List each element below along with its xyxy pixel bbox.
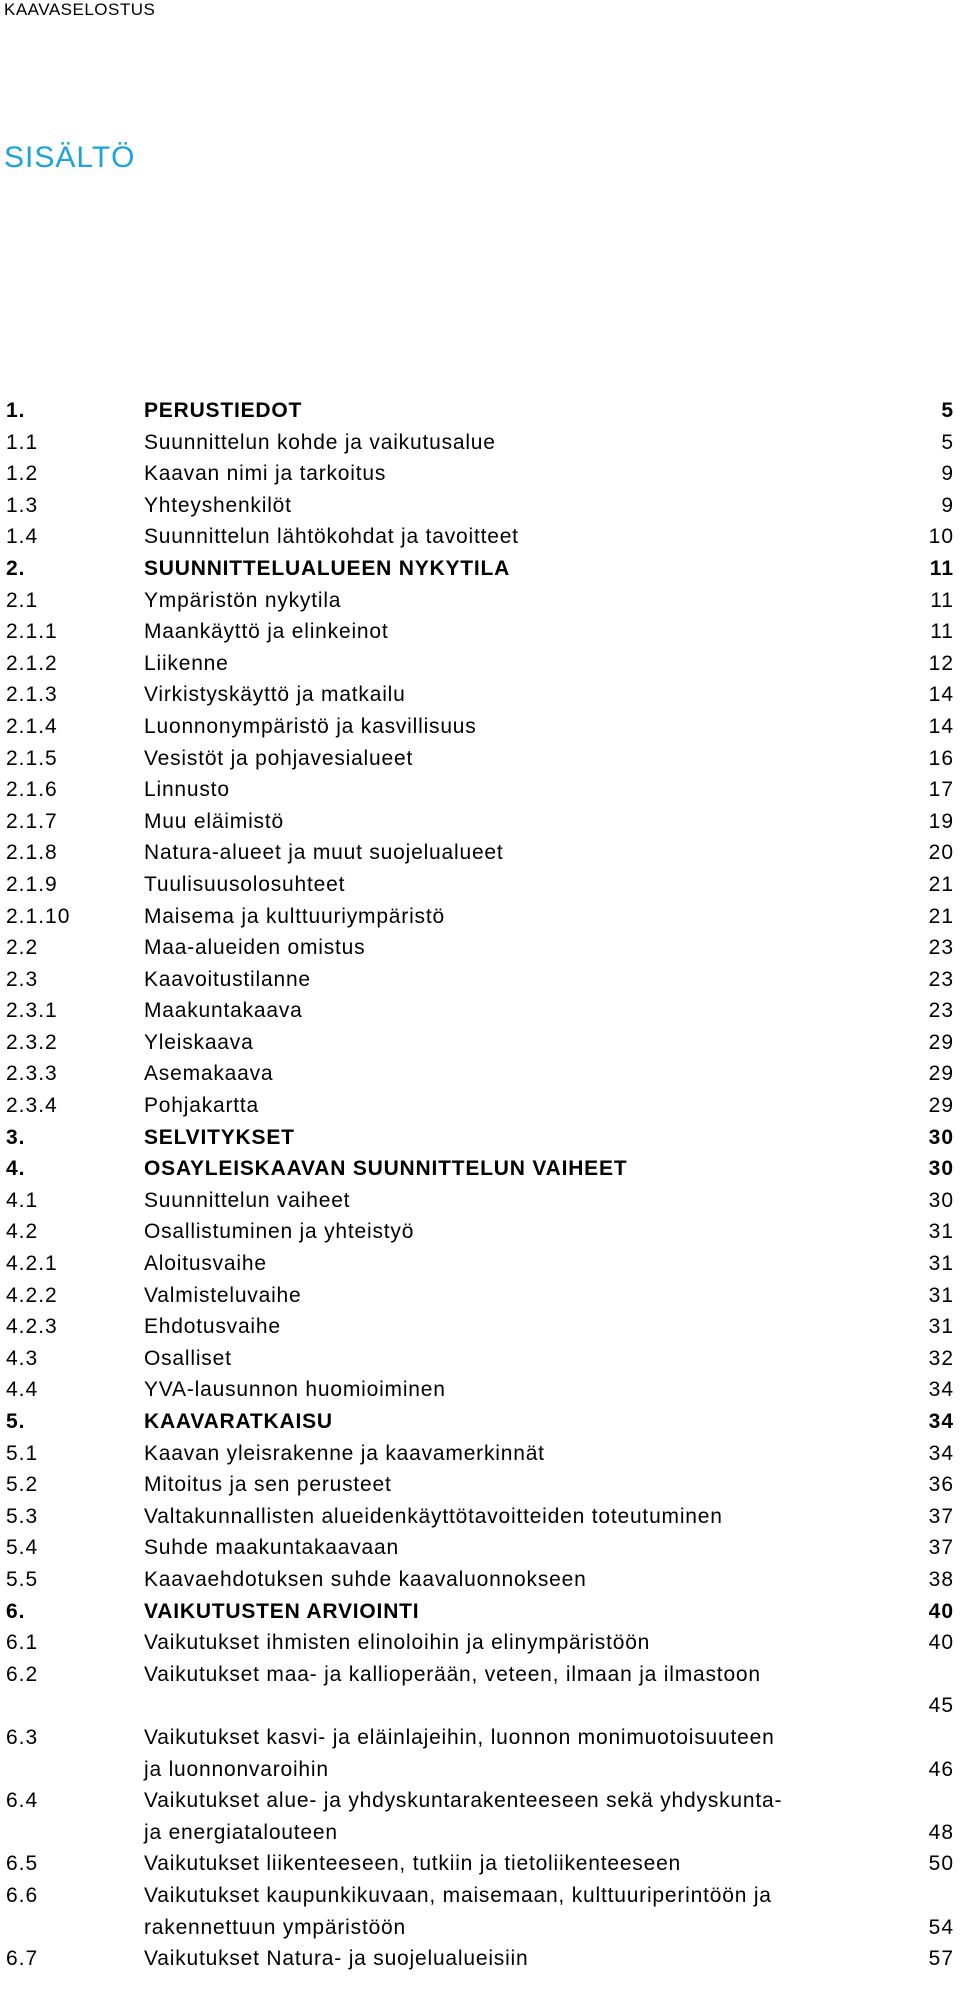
toc-entry-page-number: 9	[941, 493, 954, 517]
toc-entry[interactable]	[6, 1280, 956, 1312]
toc-entry-title: Vaikutukset kaupunkikuvaan, maisemaan, kulttuuriperintöön ja rakennettuun ympäristöön	[144, 1883, 772, 1939]
toc-entry-number: 1.2	[6, 462, 39, 486]
toc-entry-title: Aloitusvaihe	[144, 1252, 267, 1276]
toc-entry-page-number: 46	[928, 1757, 954, 1781]
toc-entry-page-number: 23	[928, 999, 954, 1023]
toc-entry-number: 2.1.10	[6, 904, 71, 928]
toc-entry-title: SELVITYKSET	[144, 1125, 295, 1149]
toc-entry-number: 2.1.1	[6, 620, 58, 644]
toc-entry-number: 6.7	[6, 1947, 39, 1971]
toc-entry-title: Vaikutukset kasvi- ja eläinlajeihin, luonnon monimuotoisuuteen ja luonnonvaroihin	[144, 1725, 775, 1781]
toc-entry-number: 2.1.6	[6, 778, 58, 802]
toc-entry-page-number: 45	[928, 1694, 954, 1718]
toc-entry-page-number: 30	[928, 1157, 954, 1181]
toc-entry-page-number: 14	[928, 714, 954, 738]
toc-entry-title: Valmisteluvaihe	[144, 1283, 302, 1307]
toc-entry-title: Suunnittelun lähtökohdat ja tavoitteet	[144, 525, 519, 549]
toc-entry-title: Luonnonympäristö ja kasvillisuus	[144, 714, 477, 738]
toc-entry[interactable]	[6, 1469, 956, 1501]
toc-entry-number: 4.3	[6, 1346, 39, 1370]
toc-entry-page-number: 11	[929, 556, 954, 580]
toc-entry-number: 4.2.1	[6, 1252, 58, 1276]
toc-entry-title: Yhteyshenkilöt	[144, 493, 292, 517]
toc-entry-title: Maakuntakaava	[144, 999, 303, 1023]
toc-entry-number: 6.1	[6, 1631, 39, 1655]
toc-entry-title: YVA-lausunnon huomioiminen	[144, 1378, 446, 1402]
toc-entry-number: 5.3	[6, 1504, 39, 1528]
toc-entry-page-number: 38	[928, 1567, 954, 1591]
toc-entry-title: Maisema ja kulttuuriympäristö	[144, 904, 445, 928]
toc-entry-number: 2.3.3	[6, 1062, 58, 1086]
toc-entry-number: 5.	[6, 1410, 26, 1433]
toc-entry[interactable]	[6, 1564, 956, 1596]
toc-entry-number: 4.2	[6, 1220, 39, 1244]
toc-entry-page-number: 50	[928, 1852, 954, 1876]
toc-entry-number: 2.1.5	[6, 746, 58, 770]
toc-entry-page-number: 31	[928, 1283, 954, 1307]
toc-entry-number: 2.1.3	[6, 683, 58, 707]
toc-entry-number: 2.2	[6, 936, 39, 960]
toc-entry[interactable]	[6, 553, 956, 585]
toc-entry[interactable]	[6, 1248, 956, 1280]
toc-entry-title: Liikenne	[144, 651, 229, 675]
toc-entry[interactable]	[6, 1027, 956, 1059]
toc-entry-title: Suhde maakuntakaavaan	[144, 1536, 399, 1560]
toc-entry-title: Muu eläimistö	[144, 809, 284, 833]
toc-entry-page-number: 11	[930, 588, 954, 612]
toc-entry-number: 6.4	[6, 1789, 39, 1813]
toc-entry[interactable]	[6, 1153, 956, 1185]
toc-entry-number: 2.3.2	[6, 1030, 58, 1054]
toc-entry-title: Kaavan yleisrakenne ja kaavamerkinnät	[144, 1441, 545, 1465]
toc-entry-number: 1.4	[6, 525, 39, 549]
toc-entry-page-number: 57	[928, 1947, 954, 1971]
toc-entry-title: KAAVARATKAISU	[144, 1410, 333, 1433]
toc-entry-page-number: 31	[928, 1315, 954, 1339]
toc-entry[interactable]	[6, 490, 956, 522]
toc-entry[interactable]	[6, 711, 956, 743]
toc-entry-title: Vaikutukset ihmisten elinoloihin ja elinympäristöön	[144, 1631, 651, 1655]
toc-entry-number: 2.1.7	[6, 809, 58, 833]
toc-entry-number: 4.	[6, 1157, 26, 1181]
toc-entry-number: 2.1.2	[6, 651, 58, 675]
toc-entry-number: 6.2	[6, 1662, 39, 1686]
toc-entry[interactable]	[6, 1659, 956, 1722]
toc-entry-page-number: 16	[928, 746, 954, 770]
toc-entry[interactable]	[6, 679, 956, 711]
toc-entry-page-number: 34	[928, 1441, 954, 1465]
toc-entry-number: 1.	[6, 399, 26, 422]
toc-entry-title: Linnusto	[144, 778, 230, 802]
toc-entry-number: 4.2.3	[6, 1315, 58, 1339]
page-title: SISÄLTÖ	[4, 141, 136, 174]
toc-entry[interactable]	[6, 1311, 956, 1343]
toc-entry-page-number: 17	[928, 778, 954, 802]
toc-entry-page-number: 32	[928, 1346, 954, 1370]
toc-entry[interactable]	[6, 1785, 956, 1848]
toc-entry-page-number: 21	[928, 872, 954, 896]
toc-entry-number: 2.1.4	[6, 714, 58, 738]
toc-entry-title: SUUNNITTELUALUEEN NYKYTILA	[144, 556, 511, 580]
toc-entry[interactable]	[6, 395, 956, 427]
toc-entry-title: VAIKUTUSTEN ARVIOINTI	[144, 1599, 420, 1623]
toc-entry[interactable]	[6, 1058, 956, 1090]
toc-entry-title: Ehdotusvaihe	[144, 1315, 281, 1339]
toc-entry-title: Vaikutukset alue- ja yhdyskuntarakenteeseen sekä yhdyskunta- ja energiatalouteen	[144, 1789, 783, 1844]
toc-entry[interactable]	[6, 616, 956, 648]
toc-entry-page-number: 14	[928, 683, 954, 707]
toc-entry-page-number: 48	[928, 1820, 954, 1844]
toc-entry-number: 3.	[6, 1125, 26, 1149]
toc-entry-page-number: 19	[928, 809, 954, 833]
toc-entry[interactable]	[6, 1501, 956, 1533]
toc-entry-page-number: 34	[928, 1410, 954, 1433]
toc-entry-number: 6.3	[6, 1725, 39, 1749]
toc-entry-page-number: 11	[930, 620, 954, 644]
toc-entry-page-number: 37	[928, 1504, 954, 1528]
toc-entry-title: Maankäyttö ja elinkeinot	[144, 620, 389, 644]
toc-entry-page-number: 40	[928, 1599, 954, 1623]
document-header-label: KAAVASELOSTUS	[4, 0, 156, 19]
toc-entry-number: 4.2.2	[6, 1283, 58, 1307]
toc-entry[interactable]	[6, 901, 956, 933]
toc-entry-number: 5.1	[6, 1441, 39, 1465]
toc-entry[interactable]	[6, 1532, 956, 1564]
toc-entry-number: 1.3	[6, 493, 39, 517]
toc-entry-title: PERUSTIEDOT	[144, 399, 303, 422]
toc-entry-title: Valtakunnallisten alueidenkäyttötavoitteiden toteutuminen	[144, 1504, 723, 1528]
toc-entry-number: 5.4	[6, 1536, 39, 1560]
toc-entry[interactable]	[6, 1848, 956, 1880]
toc-entry-page-number: 29	[928, 1062, 954, 1086]
toc-entry[interactable]	[6, 1406, 956, 1438]
toc-entry-title: Ympäristön nykytila	[144, 588, 342, 612]
toc-entry-number: 5.2	[6, 1473, 39, 1497]
toc-entry-page-number: 54	[928, 1915, 954, 1939]
toc-entry-number: 2.1	[6, 588, 39, 612]
toc-entry-page-number: 37	[928, 1536, 954, 1560]
toc-entry-page-number: 29	[928, 1094, 954, 1118]
toc-entry[interactable]	[6, 995, 956, 1027]
toc-entry[interactable]	[6, 1374, 956, 1406]
toc-entry-number: 1.1	[6, 430, 39, 454]
toc-entry-number: 2.3.1	[6, 999, 58, 1023]
toc-entry-title: Kaavoitustilanne	[144, 967, 311, 991]
toc-entry-number: 4.4	[6, 1378, 39, 1402]
toc-entry-page-number: 12	[928, 651, 954, 675]
toc-entry-page-number: 5	[941, 430, 954, 454]
toc-entry-page-number: 10	[928, 525, 954, 549]
toc-entry-title: Virkistyskäyttö ja matkailu	[144, 683, 406, 707]
toc-entry-number: 6.6	[6, 1883, 39, 1907]
toc-entry[interactable]	[6, 1216, 956, 1248]
toc-entry[interactable]	[6, 521, 956, 553]
toc-entry[interactable]	[6, 932, 956, 964]
toc-entry-page-number: 9	[941, 462, 954, 486]
toc-entry-title: Vaikutukset maa- ja kallioperään, veteen, ilmaan ja ilmastoon	[144, 1662, 761, 1686]
toc-entry[interactable]	[6, 585, 956, 617]
toc-entry-title: Osalliset	[144, 1346, 232, 1370]
toc-entry-title: Tuulisuusolosuhteet	[144, 872, 346, 896]
toc-entry-title: Suunnittelun kohde ja vaikutusalue	[144, 430, 496, 454]
toc-entry-page-number: 20	[928, 841, 954, 865]
toc-entry[interactable]	[6, 1185, 956, 1217]
toc-entry[interactable]	[6, 648, 956, 680]
toc-entry-number: 2.3	[6, 967, 39, 991]
toc-entry-number: 2.3.4	[6, 1094, 58, 1118]
toc-entry-title: Asemakaava	[144, 1062, 274, 1086]
toc-entry-title: Maa-alueiden omistus	[144, 936, 366, 960]
toc-entry-page-number: 5	[941, 399, 954, 422]
toc-entry-page-number: 21	[928, 904, 954, 928]
toc-entry[interactable]	[6, 458, 956, 490]
toc-entry[interactable]	[6, 1943, 956, 1975]
toc-entry-page-number: 40	[928, 1631, 954, 1655]
toc-entry[interactable]	[6, 806, 956, 838]
toc-entry-title: Osallistuminen ja yhteistyö	[144, 1220, 415, 1244]
toc-entry-title: Natura-alueet ja muut suojelualueet	[144, 841, 504, 865]
toc-entry-page-number: 23	[928, 967, 954, 991]
toc-entry-title: Vesistöt ja pohjavesialueet	[144, 746, 414, 770]
toc-entry[interactable]	[6, 964, 956, 996]
toc-entry-title: Yleiskaava	[144, 1030, 254, 1054]
toc-entry-title: Pohjakartta	[144, 1094, 260, 1118]
toc-entry-page-number: 30	[928, 1125, 954, 1149]
toc-entry-title: OSAYLEISKAAVAN SUUNNITTELUN VAIHEET	[144, 1157, 628, 1181]
toc-entry-number: 2.1.9	[6, 872, 58, 896]
toc-entry-number: 2.	[6, 556, 26, 580]
toc-entry-page-number: 23	[928, 936, 954, 960]
toc-entry-title: Suunnittelun vaiheet	[144, 1188, 351, 1212]
toc-entry-page-number: 34	[928, 1378, 954, 1402]
toc-entry-number: 5.5	[6, 1567, 39, 1591]
toc-entry-title: Vaikutukset liikenteeseen, tutkiin ja tietoliikenteeseen	[144, 1852, 682, 1876]
toc-entry-number: 4.1	[6, 1188, 39, 1212]
toc-entry[interactable]	[6, 1722, 956, 1785]
toc-entry-number: 6.	[6, 1599, 26, 1623]
toc-entry[interactable]	[6, 1596, 956, 1628]
toc-entry[interactable]	[6, 869, 956, 901]
toc-entry[interactable]	[6, 774, 956, 806]
toc-entry[interactable]	[6, 1627, 956, 1659]
toc-entry[interactable]	[6, 1090, 956, 1122]
toc-entry[interactable]	[6, 837, 956, 869]
toc-entry[interactable]	[6, 1880, 956, 1943]
toc-entry-number: 6.5	[6, 1852, 39, 1876]
toc-entry-title: Mitoitus ja sen perusteet	[144, 1473, 392, 1497]
table-of-contents	[6, 395, 956, 1975]
toc-entry[interactable]	[6, 1343, 956, 1375]
toc-entry-page-number: 31	[928, 1220, 954, 1244]
toc-entry-number: 2.1.8	[6, 841, 58, 865]
toc-entry-page-number: 36	[928, 1473, 954, 1497]
toc-entry-page-number: 29	[928, 1030, 954, 1054]
toc-entry-title: Vaikutukset Natura- ja suojelualueisiin	[144, 1947, 529, 1971]
toc-entry[interactable]	[6, 427, 956, 459]
toc-entry-page-number: 31	[928, 1252, 954, 1276]
toc-entry[interactable]	[6, 1438, 956, 1470]
toc-entry-title: Kaavan nimi ja tarkoitus	[144, 462, 387, 486]
toc-entry-page-number: 30	[928, 1188, 954, 1212]
toc-entry[interactable]	[6, 743, 956, 775]
toc-entry-title: Kaavaehdotuksen suhde kaavaluonnokseen	[144, 1567, 587, 1591]
toc-entry[interactable]	[6, 1122, 956, 1154]
